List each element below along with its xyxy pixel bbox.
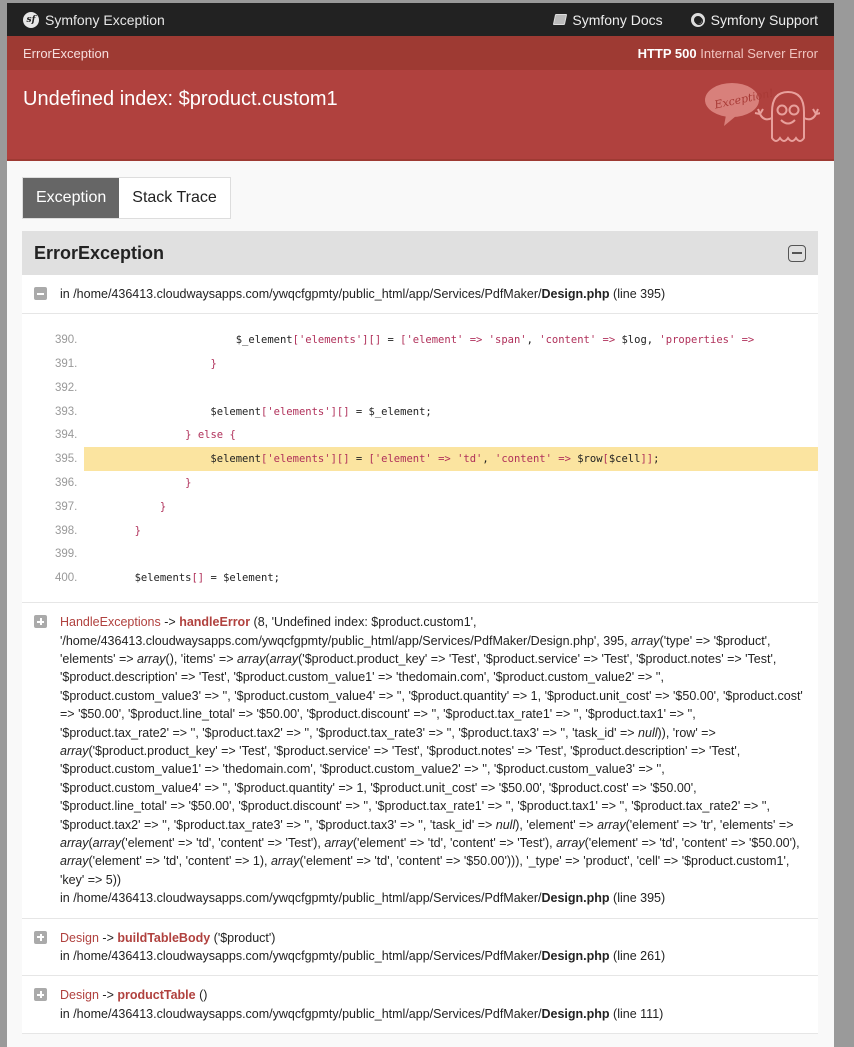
- trace-arguments: (): [199, 988, 208, 1003]
- code-line: [22, 471, 818, 495]
- trace-entry: [22, 976, 818, 1034]
- line-number: 396.: [55, 477, 78, 490]
- exception-panel: [22, 231, 818, 1034]
- code-text: }: [185, 477, 192, 490]
- svg-text:Exception!: Exception!: [713, 86, 775, 112]
- trace-arguments: (8, 'Undefined index: $product.custom1', '/home/436413.cloudwaysapps.com/ywqcfgpmty/public_html/app/Services/PdfMaker/Design.php', 395, array('type' => '$product', 'elements' => array(), 'items' => array(array('$product.product_key' => 'Test', '$product.service' => 'Test', '$product.notes' => 'Test', '$product.description' => 'Test', '$product.custom_value1' => 'thedomain.com', '$product.custom_value2' => '', '$product.custom_value3' => '', '$product.custom_value4' => '', '$product.quantity' => 1, '$product.unit_cost' => '$50.00', '$product.cost' => '$50.00', '$product.line_total' => '$50.00', '$product.discount' => '', '$product.tax_rate1' => '', '$product.tax1' => '', '$product.tax_rate2' => '', '$product.tax2' => '', '$product.tax_rate3' => '', '$product.tax3' => '', 'task_id' => null)), 'row' => array('$product.product_key' => 'Test', '$product.service' => 'Test', '$product.notes' => 'Test', '$product.description' => 'Test', '$product.custom_value1' => 'thedomain.com', '$product.custom_value2' => '', '$product.custom_value3' => '', '$product.custom_value4' => '', '$product.quantity' => 1, '$product.unit_cost' => '$50.00', '$product.cost' => '$50.00', '$product.line_total' => '$50.00', '$product.discount' => '', '$product.tax_rate1' => '', '$product.tax1' => '', '$product.tax_rate2' => '', '$product.tax2' => '', '$product.tax_rate3' => '', '$product.tax3' => '', 'task_id' => null), 'element' => array('element' => 'tr', 'elements' => array(array('element' => 'td', 'content' => 'Test'), array('element' => 'td', 'content' => 'Test'), array('element' => 'td', 'content' => '$50.00'), array('element' => 'td', 'content' => 1), array('element' => 'td', 'content' => '$50.00'))), '_type' => 'product', 'cell' => '$product.custom1', 'key' => 5)): [60, 615, 803, 887]
- code-line: [22, 495, 818, 519]
- exception-page: [7, 3, 834, 1047]
- trace-location-line: (line 261): [613, 949, 666, 964]
- code-text: $elements[] = $element;: [84, 572, 280, 585]
- trace-location-file: Design.php: [541, 891, 610, 906]
- top-links: [554, 12, 818, 28]
- exception-class: ErrorException: [23, 45, 109, 61]
- expand-trace-icon[interactable]: [34, 988, 47, 1001]
- trace-entry: [22, 603, 818, 919]
- line-number: 390.: [55, 334, 78, 347]
- error-header: [7, 70, 834, 161]
- error-message: Undefined index: $product.custom1: [23, 88, 338, 110]
- location-file: Design.php: [541, 287, 610, 301]
- code-line: [22, 519, 818, 543]
- trace-class: Design: [60, 930, 99, 945]
- brand: [23, 12, 165, 28]
- trace-location-line: (line 395): [613, 891, 666, 906]
- trace-location-file: Design.php: [541, 949, 610, 964]
- code-text: $_element['elements'][] = ['element' => 'span', 'content' => $log, 'properties' =>: [84, 334, 755, 347]
- support-label: Symfony Support: [710, 11, 818, 28]
- exception-ghost-icon: [702, 78, 820, 148]
- http-code: HTTP 500: [637, 45, 697, 61]
- status-bar: [7, 36, 834, 70]
- code-line: [22, 447, 818, 471]
- line-number: 399.: [55, 548, 78, 561]
- code-text: [84, 376, 818, 400]
- expand-trace-icon[interactable]: [34, 931, 47, 944]
- docs-label: Symfony Docs: [572, 11, 663, 28]
- trace-class: Design: [60, 988, 99, 1003]
- trace-location-line: (line 111): [613, 1006, 664, 1021]
- trace-method: productTable: [117, 988, 196, 1003]
- code-line: [22, 328, 818, 352]
- line-number: 394.: [55, 429, 78, 442]
- location-path: in /home/436413.cloudwaysapps.com/ywqcfgpmty/public_html/app/Services/PdfMaker/: [60, 287, 542, 301]
- trace-location-path: in /home/436413.cloudwaysapps.com/ywqcfgpmty/public_html/app/Services/PdfMaker/: [60, 949, 542, 964]
- code-text: $element['elements'][] = ['element' => 'td', 'content' => $row[$cell]];: [84, 447, 818, 471]
- line-number: 395.: [55, 453, 78, 466]
- top-bar: [7, 3, 834, 36]
- trace-entry: [22, 919, 818, 977]
- code-text: }: [210, 358, 217, 371]
- code-text: [84, 543, 818, 567]
- http-text: Internal Server Error: [700, 45, 818, 61]
- code-excerpt: [22, 314, 818, 603]
- trace-arguments: ('$product'): [213, 930, 276, 945]
- symfony-support-link[interactable]: [691, 12, 818, 28]
- line-number: 392.: [55, 381, 78, 394]
- symfony-docs-link[interactable]: [554, 12, 662, 28]
- code-line: [22, 566, 818, 590]
- line-number: 391.: [55, 358, 78, 371]
- location-line: (line 395): [613, 287, 666, 301]
- panel-header: [22, 231, 818, 275]
- line-number: 400.: [55, 572, 78, 585]
- tab-stack-trace[interactable]: Stack Trace: [132, 189, 217, 206]
- code-line: [22, 352, 818, 376]
- code-line: [22, 400, 818, 424]
- tab-bar: [22, 177, 231, 219]
- collapse-code-icon[interactable]: [34, 287, 47, 300]
- lifebuoy-icon: [691, 13, 705, 27]
- line-number: 397.: [55, 500, 78, 513]
- trace-arrow: ->: [102, 988, 114, 1003]
- exception-location: [22, 275, 818, 314]
- line-number: 393.: [55, 405, 78, 418]
- http-status: [638, 46, 818, 61]
- code-line: [22, 543, 818, 567]
- tab-exception[interactable]: Exception: [23, 178, 119, 218]
- code-text: $element['elements'][] = $_element;: [84, 405, 432, 418]
- trace-location-path: in /home/436413.cloudwaysapps.com/ywqcfgpmty/public_html/app/Services/PdfMaker/: [60, 1006, 542, 1021]
- trace-class: HandleExceptions: [60, 615, 161, 630]
- trace-location-file: Design.php: [541, 1006, 610, 1021]
- collapse-panel-icon[interactable]: [788, 245, 806, 262]
- trace-location-path: in /home/436413.cloudwaysapps.com/ywqcfgpmty/public_html/app/Services/PdfMaker/: [60, 891, 542, 906]
- code-text: }: [159, 500, 167, 513]
- panel-title: ErrorException: [34, 242, 165, 263]
- code-text: } else {: [185, 429, 236, 442]
- code-line: [22, 424, 818, 448]
- code-text: }: [134, 524, 141, 537]
- book-icon: [553, 14, 567, 25]
- line-number: 398.: [55, 524, 78, 537]
- symfony-logo-icon: sf: [23, 12, 39, 28]
- code-line: [22, 376, 818, 400]
- trace-arrow: ->: [164, 615, 176, 630]
- trace-method: buildTableBody: [117, 930, 211, 945]
- brand-title: Symfony Exception: [45, 11, 165, 28]
- expand-trace-icon[interactable]: [34, 615, 47, 628]
- trace-arrow: ->: [102, 930, 114, 945]
- trace-method: handleError: [179, 615, 251, 630]
